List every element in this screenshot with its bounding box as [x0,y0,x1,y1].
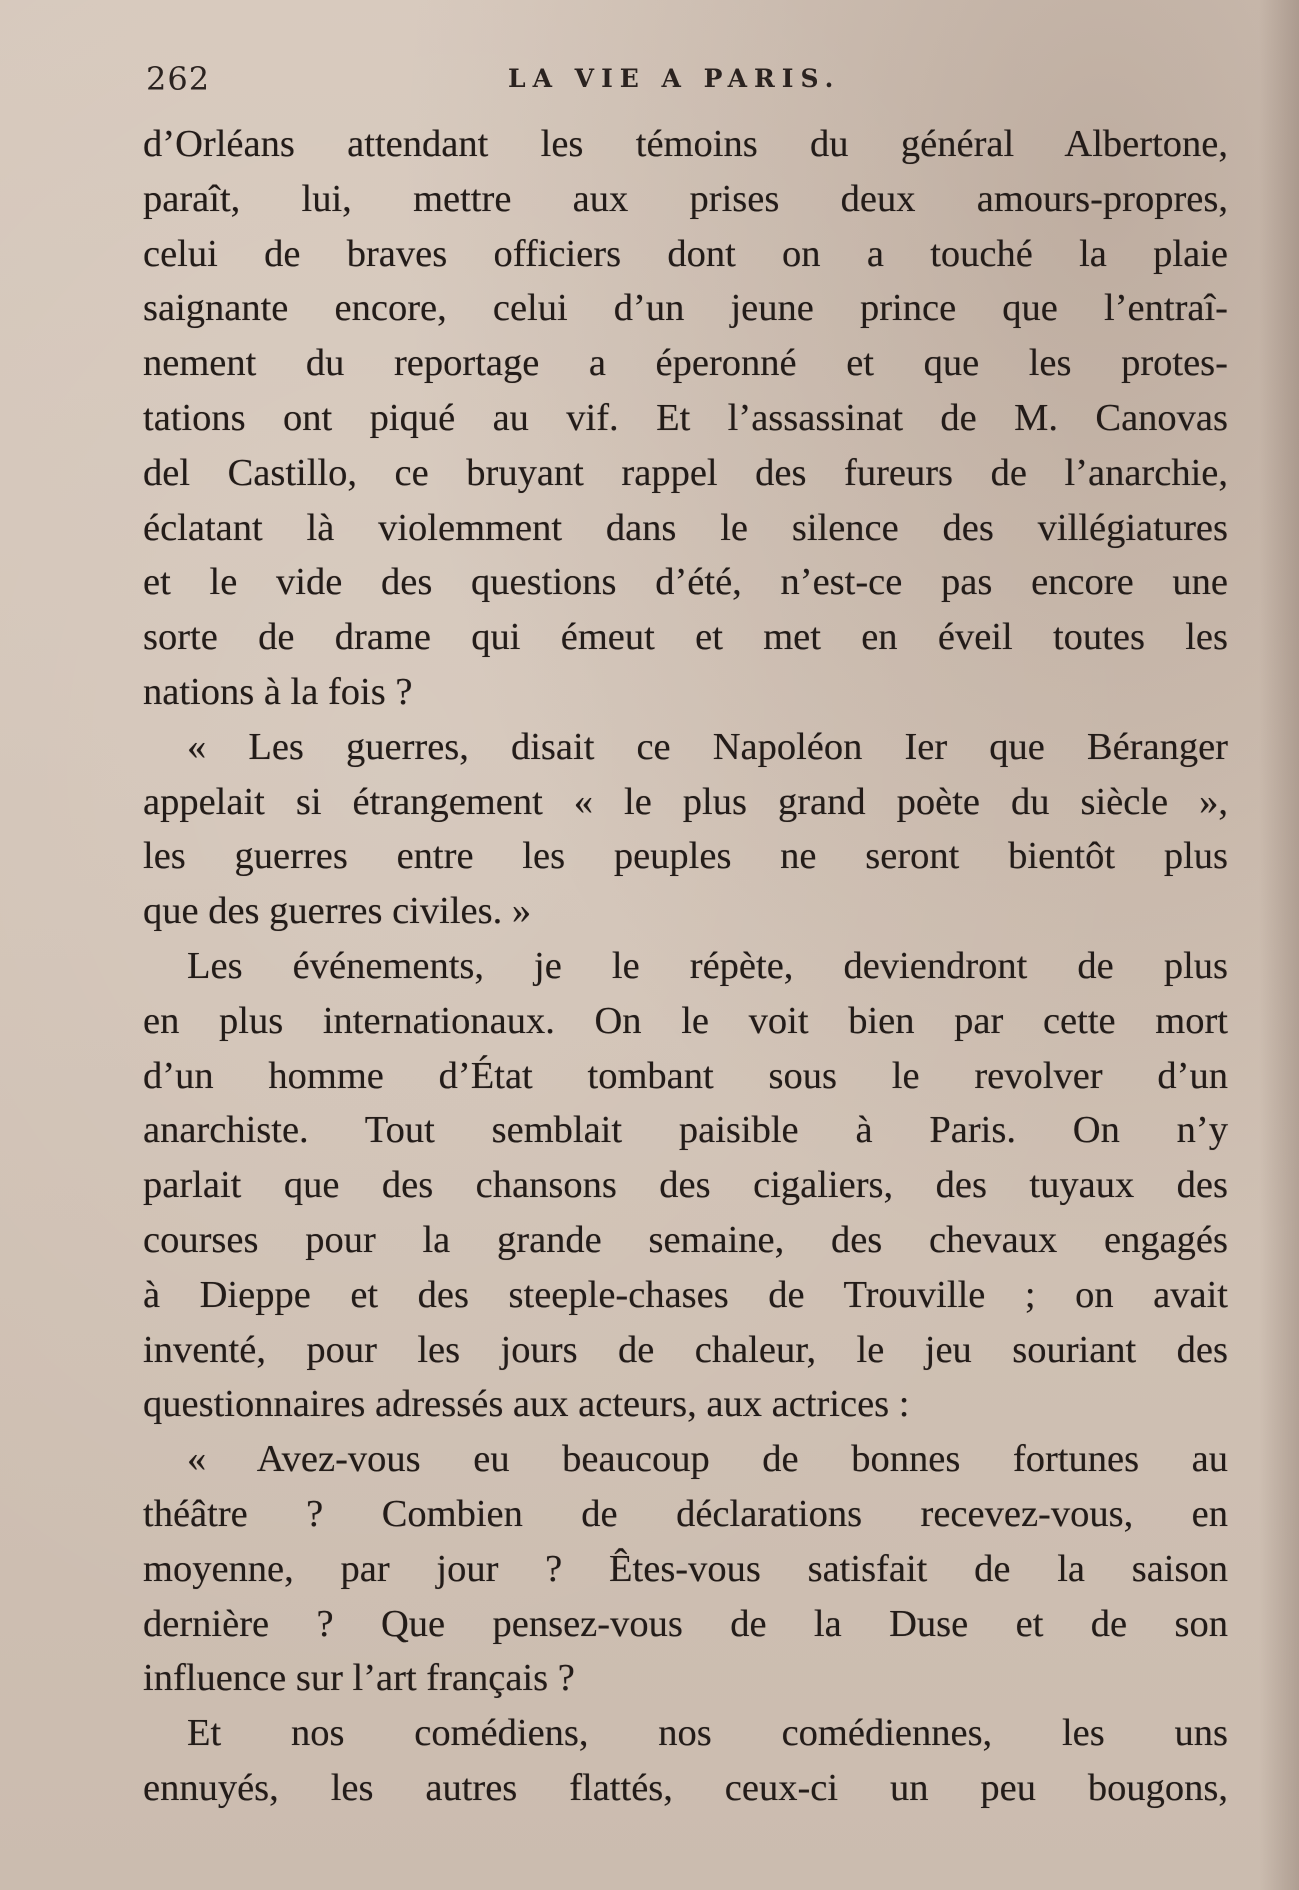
paragraph-end-line: influence sur l’art français ? [143,1657,575,1700]
page-number: 262 [146,60,211,98]
text-line: dernière ? Que pensez-vous de la Duse et de son [143,1602,1228,1645]
paragraph-start-line: Et nos comédiens, nos comédiennes, les uns [187,1712,1228,1755]
paragraph-end-line: questionnaires adressés aux acteurs, aux actrices : [143,1383,910,1426]
running-title: LA VIE A PARIS. [508,64,841,93]
page-edge-shadow [1259,0,1299,1890]
text-line: théâtre ? Combien de déclarations recevez-vous, en [143,1492,1228,1535]
text-line: à Dieppe et des steeple-chases de Trouville ; on avait [143,1273,1228,1316]
text-line: nement du reportage a éperonné et que les protes- [143,342,1228,385]
text-line: éclatant là violemment dans le silence des villégiatures [143,506,1228,549]
text-line: anarchiste. Tout semblait paisible à Paris. On n’y [143,1109,1228,1152]
paragraph-end-line: nations à la fois ? [143,670,413,713]
text-line: del Castillo, ce bruyant rappel des fureurs de l’anarchie, [143,451,1228,494]
paragraph-end-line: que des guerres civiles. » [143,890,532,933]
paragraph-start-line: « Les guerres, disait ce Napoléon Ier que Béranger [187,725,1228,768]
text-line: sorte de drame qui émeut et met en éveil toutes les [143,616,1228,659]
text-line: tations ont piqué au vif. Et l’assassinat de M. Canovas [143,396,1228,439]
text-line: appelait si étrangement « le plus grand poète du siècle », [143,780,1228,823]
text-line: parlait que des chansons des cigaliers, des tuyaux des [143,1164,1228,1207]
text-line: paraît, lui, mettre aux prises deux amours-propres, [143,177,1228,220]
page-header [146,60,1228,104]
text-line: saignante encore, celui d’un jeune prince que l’entraî- [143,287,1228,330]
text-line: en plus internationaux. On le voit bien par cette mort [143,999,1228,1042]
text-line: courses pour la grande semaine, des chevaux engagés [143,1218,1228,1261]
paragraph-start-line: Les événements, je le répète, deviendront de plus [187,944,1228,987]
text-line: ennuyés, les autres flattés, ceux-ci un peu bougons, [143,1766,1228,1809]
text-line: et le vide des questions d’été, n’est-ce pas encore une [143,561,1228,604]
text-line: moyenne, par jour ? Êtes-vous satisfait de la saison [143,1547,1228,1590]
text-line: les guerres entre les peuples ne seront bientôt plus [143,835,1228,878]
text-line: inventé, pour les jours de chaleur, le jeu souriant des [143,1328,1228,1371]
text-line: d’Orléans attendant les témoins du général Albertone, [143,123,1228,165]
text-line: celui de braves officiers dont on a touché la plaie [143,232,1228,275]
body-text [143,117,1228,1816]
text-line: d’un homme d’État tombant sous le revolver d’un [143,1054,1228,1097]
paragraph-start-line: « Avez-vous eu beaucoup de bonnes fortunes au [187,1438,1228,1481]
